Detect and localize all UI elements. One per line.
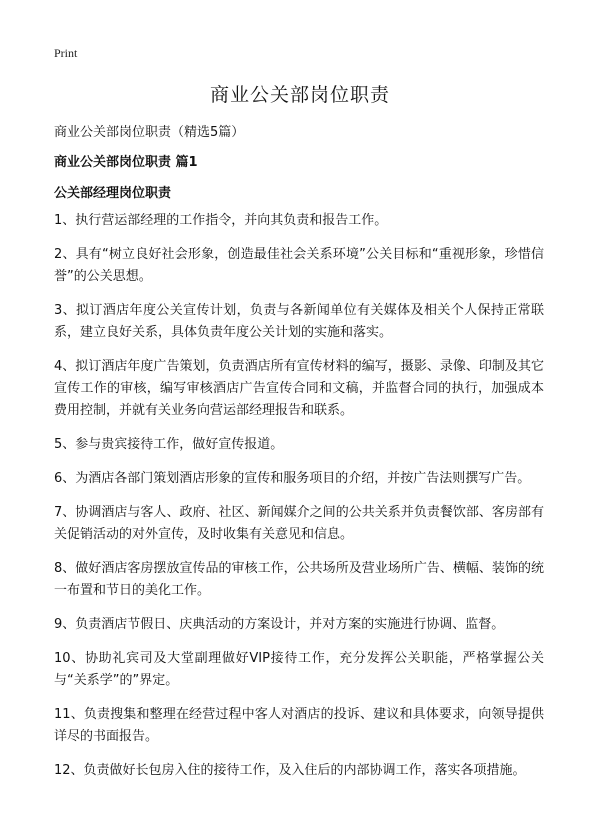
document-title: 商业公关部岗位职责 [209, 84, 390, 106]
duty-item-10: 10、协助礼宾司及大堂副理做好VIP接待工作，充分发挥公关职能，严格掌握公关与“关系学”的”界定。 [54, 651, 544, 688]
duty-item-11: 11、负责搜集和整理在经营过程中客人对酒店的投诉、建议和具体要求，向领导提供详尽的书面报告。 [54, 707, 544, 744]
duty-item-2: 2、具有“树立良好社会形象，创造最佳社会关系环境”公关目标和“重视形象，珍惜信誉”的公关思想。 [54, 247, 544, 284]
duty-item-6: 6、为酒店各部门策划酒店形象的宣传和服务项目的介绍，并按广告法则撰写广告。 [54, 471, 531, 486]
duty-list [54, 210, 544, 794]
document-subtitle: 商业公关部岗位职责（精选5篇） [54, 125, 245, 140]
duty-item-5: 5、参与贵宾接待工作，做好宣传报道。 [54, 437, 284, 452]
duty-item-1: 1、执行营运部经理的工作指令，并向其负责和报告工作。 [54, 213, 388, 228]
duty-item-4: 4、拟订酒店年度广告策划，负责酒店所有宣传材料的编写，摄影、录像、印制及其它宣传工作的审核，编写审核酒店广告宣传合同和文稿，并监督合同的执行，加强成本费用控制，并就有关业务向营运部经理报告和联系。 [54, 359, 544, 418]
role-heading: 公关部经理岗位职责 [54, 186, 172, 201]
duty-item-12: 12、负责做好长包房入住的接待工作，及入住后的内部协调工作，落实各项措施。 [54, 763, 526, 778]
print-label: Print [54, 46, 78, 60]
section-heading: 商业公关部岗位职责 篇1 [54, 155, 198, 170]
duty-item-7: 7、协调酒店与客人、政府、社区、新闻媒介之间的公共关系并负责餐饮部、客房部有关促销活动的对外宣传，及时收集有关意见和信息。 [54, 505, 544, 542]
duty-item-3: 3、拟订酒店年度公关宣传计划，负责与各新闻单位有关媒体及相关个人保持正常联系，建立良好关系，具体负责年度公关计划的实施和落实。 [54, 303, 544, 340]
duty-item-9: 9、负责酒店节假日、庆典活动的方案设计，并对方案的实施进行协调、监督。 [54, 617, 505, 632]
duty-item-8: 8、做好酒店客房摆放宣传品的审核工作，公共场所及营业场所广告、横幅、装饰的统一布置和节日的美化工作。 [54, 561, 544, 598]
